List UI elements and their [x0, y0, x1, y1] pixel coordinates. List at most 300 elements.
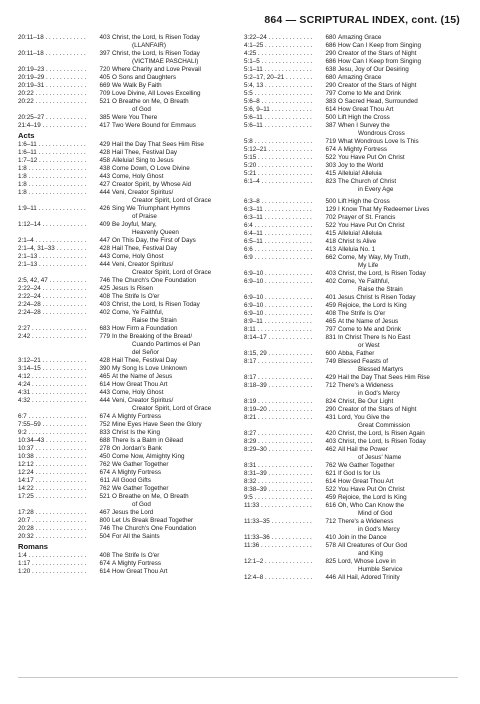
index-entry	[18, 149, 236, 157]
index-entry	[18, 90, 236, 98]
hymn-number: 709	[86, 90, 112, 98]
index-entry	[244, 42, 462, 50]
scripture-reference: 9:2 . . .	[18, 429, 108, 437]
index-entry	[18, 373, 236, 381]
title-continuation: of God	[132, 501, 151, 508]
hymn-number: 426	[86, 205, 112, 213]
scripture-reference: 6:9–10 . . .	[244, 310, 334, 318]
scripture-reference: 10:37 . . .	[18, 445, 108, 453]
scripture-reference: 6:4–11 . . .	[244, 230, 334, 238]
scripture-reference: 17:25 . . .	[18, 493, 108, 501]
hymn-title: Amazing Grace	[338, 74, 382, 81]
scripture-reference: 4:24 . . .	[18, 381, 108, 389]
title-continuation: in Every Age	[358, 186, 394, 193]
hymn-number: 797	[312, 90, 338, 98]
index-entry	[18, 157, 236, 165]
index-entry	[18, 421, 236, 429]
hymn-title: Veni, Creator Spiritus/	[112, 261, 174, 268]
index-entry	[244, 326, 462, 334]
hymn-title: How Great Thou Art	[112, 381, 168, 388]
hymn-number: 403	[312, 438, 338, 446]
scripture-reference: 11:33 . . .	[244, 502, 334, 510]
scripture-reference: 20:19–23 . . .	[18, 66, 108, 74]
bottom-rule	[18, 677, 458, 678]
hymn-number: 401	[312, 294, 338, 302]
hymn-number: 800	[86, 517, 112, 525]
scripture-reference: 20:28 . . .	[18, 525, 108, 533]
hymn-number: 720	[86, 66, 112, 74]
book-heading: Acts	[18, 131, 35, 140]
book-heading: Romans	[18, 542, 48, 551]
scripture-reference: 20:19–31 . . .	[18, 82, 108, 90]
scripture-reference: 11:33–35 . . .	[244, 518, 334, 526]
scripture-reference: 6:1–4 . . .	[244, 178, 334, 186]
scripture-reference: 14:17 . . .	[18, 477, 108, 485]
hymn-number: 410	[312, 534, 338, 542]
index-entry	[244, 558, 462, 566]
hymn-number: 429	[312, 374, 338, 382]
scripture-reference: 6:3–8 . . .	[244, 198, 334, 206]
index-entry	[244, 214, 462, 222]
page-header: 864 — SCRIPTURAL INDEX, cont. (15)	[264, 14, 460, 26]
index-entry	[18, 533, 236, 541]
hymn-title: Mine Eyes Have Seen the Glory	[112, 421, 202, 428]
title-continuation: and King	[358, 550, 383, 557]
hymn-title: A Mighty Fortress	[338, 146, 387, 153]
right-column	[244, 34, 462, 582]
scripture-reference: 5:4, 13 . . .	[244, 82, 334, 90]
hymn-title: Abba, Father	[338, 350, 375, 357]
index-entry	[244, 178, 462, 186]
hymn-title: Christ Is Alive	[338, 238, 377, 245]
hymn-title: We Gather Together	[112, 485, 169, 492]
scripture-reference: 6:3–11 . . .	[244, 214, 334, 222]
index-entry	[18, 189, 236, 197]
scripture-reference: 2:1–4, 31–33 . . .	[18, 245, 108, 253]
hymn-title: Oh, Who Can Know the	[338, 502, 405, 509]
title-continuation: Creator Spirit, Lord of Grace	[132, 269, 212, 276]
index-entry	[18, 34, 236, 42]
scripture-reference: 4:12 . . .	[18, 373, 108, 381]
scripture-reference: 3:22–24 . . .	[244, 34, 334, 42]
index-entry	[244, 318, 462, 326]
hymn-number: 504	[86, 533, 112, 541]
hymn-title: Rejoice, the Lord Is King	[338, 302, 407, 309]
scripture-reference: 1:17 . . .	[18, 560, 108, 568]
hymn-number: 614	[312, 106, 338, 114]
hymn-number: 824	[312, 398, 338, 406]
hymn-number: 459	[312, 302, 338, 310]
index-entry	[244, 398, 462, 406]
index-entry	[244, 98, 462, 106]
hymn-title: Christ, the Lord, Is Risen Today	[338, 270, 426, 277]
index-entry	[244, 310, 462, 318]
hymn-title: I Know That My Redeemer Lives	[338, 206, 430, 213]
scripture-reference: 10:38 . . .	[18, 453, 108, 461]
title-continuation: of Jesus' Name	[358, 454, 402, 461]
left-column	[18, 34, 236, 576]
hymn-title: Hail Thee, Festival Day	[112, 357, 177, 364]
scripture-reference: 6:9–10 . . .	[244, 278, 334, 286]
hymn-number: 415	[312, 230, 338, 238]
title-continuation: Blessed Martyrs	[358, 366, 404, 373]
hymn-title: Prayer of St. Francis	[338, 214, 396, 221]
index-entry	[18, 221, 236, 229]
hymn-number: 614	[312, 478, 338, 486]
hymn-number: 762	[86, 485, 112, 493]
hymn-title: Be Joyful, Mary,	[112, 221, 157, 228]
hymn-title: What Wondrous Love Is This	[338, 138, 419, 145]
hymn-title: Christ Is the King	[112, 429, 160, 436]
hymn-number: 290	[312, 82, 338, 90]
hymn-title: Jesus Is Risen	[112, 285, 153, 292]
scripture-reference: 8:32 . . .	[244, 478, 334, 486]
scripture-reference: 12:12 . . .	[18, 461, 108, 469]
hymn-title: Joy to the World	[338, 162, 384, 169]
hymn-title: A Mighty Fortress	[112, 469, 161, 476]
index-entry	[244, 382, 462, 390]
hymn-title: O Sacred Head, Surrounded	[338, 98, 418, 105]
hymn-number: 779	[86, 333, 112, 341]
hymn-number: 409	[86, 221, 112, 229]
index-entry	[244, 358, 462, 366]
hymn-number: 429	[86, 141, 112, 149]
hymn-number: 825	[312, 558, 338, 566]
index-entry	[18, 397, 236, 405]
scripture-reference: 2:1–13 . . .	[18, 253, 108, 261]
hymn-title: How Great Thou Art	[338, 106, 394, 113]
index-entry	[18, 413, 236, 421]
scripture-reference: 8:17 . . .	[244, 358, 334, 366]
scripture-reference: 2:1–4 . . .	[18, 237, 108, 245]
hymn-title: The Church's One Foundation	[112, 525, 197, 532]
hymn-title: The Church's One Foundation	[112, 277, 197, 284]
hymn-number: 467	[86, 509, 112, 517]
hymn-number: 387	[312, 122, 338, 130]
hymn-title: We Gather Together	[338, 462, 395, 469]
scripture-reference: 20:22 . . .	[18, 90, 108, 98]
hymn-title: Alleluia! Alleluia	[338, 230, 382, 237]
scripture-reference: 2:1–13 . . .	[18, 261, 108, 269]
hymn-title: How Firm a Foundation	[112, 325, 178, 332]
scripture-reference: 6:9 . . .	[244, 254, 334, 262]
hymn-number: 616	[312, 502, 338, 510]
index-entry	[244, 246, 462, 254]
hymn-number: 290	[312, 406, 338, 414]
hymn-title: Hail the Day That Sees Him Rise	[338, 374, 430, 381]
scripture-reference: 12:24 . . .	[18, 469, 108, 477]
hymn-title: All Hail, Adored Trinity	[338, 574, 400, 581]
hymn-title: Jesus the Lord	[112, 509, 154, 516]
scripture-reference: 21:4–19 . . .	[18, 122, 108, 130]
index-entry	[18, 333, 236, 341]
index-entry	[244, 162, 462, 170]
scripture-reference: 3:14–15 . . .	[18, 365, 108, 373]
index-entry	[244, 230, 462, 238]
hymn-title: In Christ There Is No East	[338, 334, 411, 341]
title-continuation: Humble Service	[358, 566, 403, 573]
index-entry	[244, 66, 462, 74]
index-entry	[244, 470, 462, 478]
scripture-reference: 6:4 . . .	[244, 222, 334, 230]
hymn-number: 444	[86, 261, 112, 269]
scripture-reference: 8:9–11 . . .	[244, 318, 334, 326]
hymn-number: 797	[312, 326, 338, 334]
title-continuation: in God's Mercy	[358, 390, 400, 397]
scripture-reference: 6:5–11 . . .	[244, 238, 334, 246]
index-entry	[18, 461, 236, 469]
hymn-title: Let Us Break Bread Together	[112, 517, 194, 524]
hymn-title: When I Survey the	[338, 122, 390, 129]
hymn-title: In the Breaking of the Bread/	[112, 333, 193, 340]
hymn-title: Christ, Be Our Light	[338, 398, 394, 405]
hymn-title: O Sons and Daughters	[112, 74, 177, 81]
scripture-reference: 8:21 . . .	[244, 414, 334, 422]
index-entry	[244, 478, 462, 486]
hymn-title: How Can I Keep from Singing	[338, 58, 421, 65]
hymn-number: 278	[86, 445, 112, 453]
hymn-number: 425	[86, 285, 112, 293]
hymn-number: 669	[86, 82, 112, 90]
hymn-number: 459	[312, 494, 338, 502]
index-entry	[18, 429, 236, 437]
scripture-reference: 8:29 . . .	[244, 438, 334, 446]
scripture-reference: 11:36 . . .	[244, 542, 334, 550]
hymn-title: Rejoice, the Lord Is King	[338, 494, 407, 501]
index-entry	[18, 445, 236, 453]
title-continuation: Raise the Strain	[132, 317, 177, 324]
scripture-reference: 2:27 . . .	[18, 325, 108, 333]
hymn-number: 443	[86, 389, 112, 397]
hymn-number: 746	[86, 525, 112, 533]
hymn-number: 303	[312, 162, 338, 170]
hymn-title: Come Down, O Love Divine	[112, 165, 190, 172]
hymn-title: Jesus Christ Is Risen Today	[338, 294, 416, 301]
hymn-title: Veni, Creator Spiritus/	[112, 397, 174, 404]
index-entry	[244, 462, 462, 470]
hymn-number: 712	[312, 382, 338, 390]
scripture-reference: 5:12–21 . . .	[244, 146, 334, 154]
index-entry	[244, 294, 462, 302]
index-entry	[244, 198, 462, 206]
scripture-reference: 1:8 . . .	[18, 165, 108, 173]
hymn-number: 129	[312, 206, 338, 214]
hymn-number: 614	[86, 568, 112, 576]
scripture-reference: 5:8 . . .	[244, 138, 334, 146]
index-entry	[18, 477, 236, 485]
index-entry	[244, 334, 462, 342]
scripture-reference: 8:27 . . .	[244, 430, 334, 438]
index-entry	[18, 309, 236, 317]
scripture-reference: 2:22–24 . . .	[18, 285, 108, 293]
hymn-number: 762	[86, 461, 112, 469]
index-entry	[244, 494, 462, 502]
index-entry	[18, 437, 236, 445]
hymn-title: Christ, the Lord, Is Risen Today	[112, 34, 200, 41]
scripture-reference: 8:31 . . .	[244, 462, 334, 470]
hymn-number: 413	[312, 246, 338, 254]
hymn-title: There's a Wideness	[338, 518, 394, 525]
hymn-title: Christ, the Lord, Is Risen Today	[112, 301, 200, 308]
index-entry	[18, 74, 236, 82]
index-entry	[244, 302, 462, 310]
index-entry	[18, 181, 236, 189]
title-continuation: Creator Spirit, Lord of Grace	[132, 197, 212, 204]
index-entry	[244, 74, 462, 82]
scripture-reference: 1:12–14 . . .	[18, 221, 108, 229]
index-entry	[244, 122, 462, 130]
scripture-reference: 12:1–2 . . .	[244, 558, 334, 566]
scripture-reference: 4:31 . . .	[18, 389, 108, 397]
hymn-number: 465	[86, 373, 112, 381]
hymn-title: At the Name of Jesus	[112, 373, 173, 380]
hymn-number: 680	[312, 74, 338, 82]
scripture-reference: 1:6–11 . . .	[18, 149, 108, 157]
hymn-number: 458	[86, 157, 112, 165]
hymn-title: Were You There	[112, 114, 158, 121]
hymn-title: Come to Me and Drink	[338, 90, 401, 97]
hymn-number: 427	[86, 181, 112, 189]
scripture-reference: 5:6, 9–11 . . .	[244, 106, 334, 114]
index-entry	[18, 365, 236, 373]
hymn-title: Creator of the Stars of Night	[338, 82, 417, 89]
hymn-title: Alleluia! Sing to Jesus	[112, 157, 174, 164]
scripture-reference: 20:7 . . .	[18, 517, 108, 525]
hymn-number: 417	[86, 122, 112, 130]
scripture-reference: 8:19–20 . . .	[244, 406, 334, 414]
title-continuation: of Praise	[132, 213, 157, 220]
index-entry	[18, 568, 236, 576]
title-continuation: (VICTIMAE PASCHALI)	[132, 58, 199, 65]
hymn-title: Alleluia No. 1	[338, 246, 376, 253]
scripture-reference: 5:1–11 . . .	[244, 66, 334, 74]
hymn-number: 446	[312, 574, 338, 582]
scripture-reference: 5:20 . . .	[244, 162, 334, 170]
scripture-reference: 2:42 . . .	[18, 333, 108, 341]
hymn-number: 522	[312, 486, 338, 494]
title-continuation: in God's Mercy	[358, 526, 400, 533]
index-entry	[244, 438, 462, 446]
hymn-title: Christ, the Lord, Is Risen Again	[338, 430, 425, 437]
index-entry	[18, 165, 236, 173]
hymn-number: 719	[312, 138, 338, 146]
index-entry	[244, 50, 462, 58]
title-continuation: Cuando Partimos el Pan	[132, 341, 201, 348]
scripture-reference: 10:34–43 . . .	[18, 437, 108, 445]
hymn-number: 521	[86, 98, 112, 106]
scripture-reference: 5:21 . . .	[244, 170, 334, 178]
hymn-title: Come, My Way, My Truth,	[338, 254, 411, 261]
index-entry	[244, 486, 462, 494]
hymn-number: 500	[312, 114, 338, 122]
hymn-title: Hail the Day That Sees Him Rise	[112, 141, 204, 148]
hymn-title: Hail Thee, Festival Day	[112, 245, 177, 252]
index-entry	[244, 170, 462, 178]
hymn-title: O Breathe on Me, O Breath	[112, 493, 189, 500]
hymn-number: 521	[86, 493, 112, 501]
hymn-number: 712	[312, 518, 338, 526]
scripture-reference: 8:31–39 . . .	[244, 470, 334, 478]
scripture-reference: 5:1–5 . . .	[244, 58, 334, 66]
index-entry	[18, 325, 236, 333]
index-entry	[18, 301, 236, 309]
index-entry	[18, 285, 236, 293]
hymn-number: 383	[312, 98, 338, 106]
hymn-number: 688	[86, 437, 112, 445]
hymn-number: 397	[86, 50, 112, 58]
scripture-reference: 1:4 . . .	[18, 552, 108, 560]
hymn-number: 762	[312, 462, 338, 470]
hymn-number: 823	[312, 178, 338, 186]
hymn-number: 428	[86, 357, 112, 365]
hymn-title: Come Now, Almighty King	[112, 453, 185, 460]
hymn-title: We Walk By Faith	[112, 82, 162, 89]
scripture-reference: 20:25–27 . . .	[18, 114, 108, 122]
hymn-title: Christ, the Lord, Is Risen Today	[338, 438, 426, 445]
scripture-reference: 8:15, 29 . . .	[244, 350, 334, 358]
index-entry	[244, 222, 462, 230]
scripture-reference: 6:9–10 . . .	[244, 270, 334, 278]
hymn-number: 403	[86, 34, 112, 42]
hymn-number: 500	[312, 198, 338, 206]
scripture-reference: 1:7–12 . . .	[18, 157, 108, 165]
scripture-reference: 6:9–10 . . .	[244, 294, 334, 302]
title-continuation: del Señor	[132, 349, 159, 356]
hymn-title: Amazing Grace	[338, 34, 382, 41]
index-entry	[18, 253, 236, 261]
scripture-reference: 20:22 . . .	[18, 98, 108, 106]
hymn-title: Lift High the Cross	[338, 114, 390, 121]
hymn-title: Come, Holy Ghost	[112, 253, 164, 260]
hymn-number: 686	[312, 58, 338, 66]
hymn-title: Come, Ye Faithful,	[112, 309, 164, 316]
hymn-number: 415	[312, 170, 338, 178]
hymn-title: We Gather Together	[112, 461, 169, 468]
scripture-reference: 2:5, 42, 47 . . .	[18, 277, 108, 285]
hymn-title: You Have Put On Christ	[338, 486, 405, 493]
index-entry	[18, 141, 236, 149]
scripture-reference: 8:29–30 . . .	[244, 446, 334, 454]
index-entry	[18, 82, 236, 90]
hymn-number: 444	[86, 189, 112, 197]
scripture-reference: 5:15 . . .	[244, 154, 334, 162]
index-entry	[18, 237, 236, 245]
hymn-number: 428	[86, 245, 112, 253]
title-continuation: My Life	[358, 262, 379, 269]
hymn-number: 420	[312, 430, 338, 438]
scripture-reference: 1:6–11 . . .	[18, 141, 108, 149]
hymn-number: 680	[312, 34, 338, 42]
hymn-number: 402	[86, 309, 112, 317]
hymn-number: 408	[312, 310, 338, 318]
index-entry	[244, 574, 462, 582]
title-continuation: Mind of God	[358, 510, 393, 517]
index-entry	[244, 238, 462, 246]
hymn-title: Come, Holy Ghost	[112, 389, 164, 396]
hymn-title: All Hail the Power	[338, 446, 388, 453]
hymn-number: 418	[312, 238, 338, 246]
hymn-title: Where Charity and Love Prevail	[112, 66, 201, 73]
hymn-title: All Good Gifts	[112, 477, 151, 484]
title-continuation: of God	[132, 106, 151, 113]
hymn-title: Creator Spirit, by Whose Aid	[112, 181, 192, 188]
hymn-title: At the Name of Jesus	[338, 318, 399, 325]
hymn-number: 408	[86, 293, 112, 301]
hymn-title: Lord, Whose Love in	[338, 558, 396, 565]
hymn-number: 408	[86, 552, 112, 560]
index-entry	[18, 205, 236, 213]
hymn-number: 674	[86, 560, 112, 568]
